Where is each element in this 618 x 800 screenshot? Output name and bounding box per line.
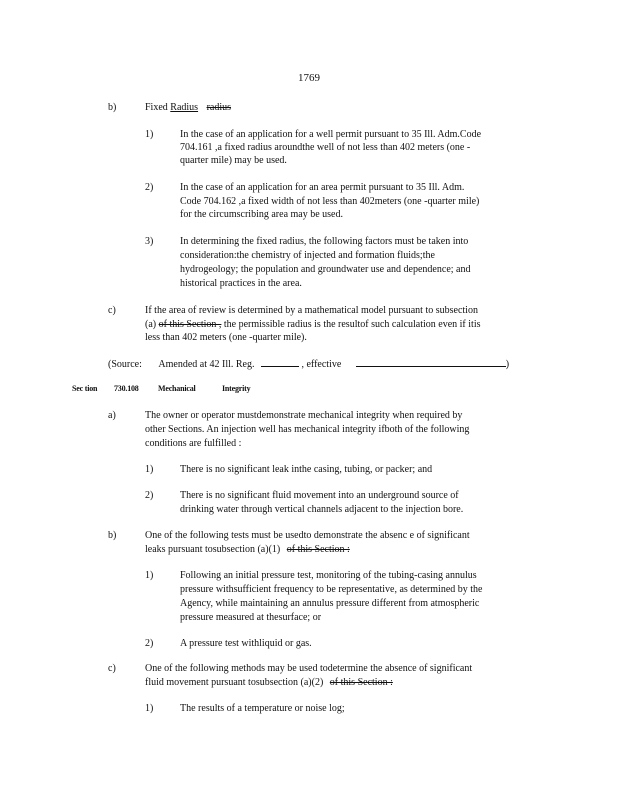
a1-line: There is no significant leak inthe casing, tubing, or packer; and xyxy=(180,464,433,475)
b2-2-line: A pressure test withliquid or gas. xyxy=(180,638,312,649)
b-title-prefix: Fixed xyxy=(145,102,168,113)
b2-num: 2) xyxy=(145,182,154,193)
a2-line: drinking water through vertical channels adjacent to the injection bore. xyxy=(180,504,464,515)
c-label: c) xyxy=(108,305,116,316)
effective-blank xyxy=(356,357,506,367)
b3-line: hydrogeology; the population and groundwater use and dependence; and xyxy=(180,264,471,275)
b-title xyxy=(145,101,231,114)
source-note xyxy=(108,357,509,371)
c-line: less than 402 meters (one -quarter mile). xyxy=(145,332,307,343)
b-line-part: leaks pursuant tosubsection (a)(1) xyxy=(145,544,281,555)
section-number: 730.108 xyxy=(114,384,139,393)
b-line: One of the following tests must be usedto demonstrate the absenc e of significant xyxy=(145,530,470,541)
a-label: a) xyxy=(108,410,116,421)
b2-line: Code 704.162 ,a fixed width of not less than 402meters (one -quarter mile) xyxy=(180,196,480,207)
b-label: b) xyxy=(108,102,117,113)
b1-num: 1) xyxy=(145,129,154,140)
b2-1-line: Following an initial pressure test, monitoring of the tubing-casing annulus xyxy=(180,570,477,581)
a-line: other Sections. An injection well has mechanical integrity ifboth of the following xyxy=(145,424,470,435)
b-line-struck: of this Section : xyxy=(286,544,350,555)
b3-line: historical practices in the area. xyxy=(180,278,302,289)
b2-1-line: pressure withsufficient frequency to be representative, as determined by the xyxy=(180,584,483,595)
c-line xyxy=(145,318,481,331)
a-line: conditions are fulfilled : xyxy=(145,438,242,449)
c-line xyxy=(145,676,393,689)
a-line: The owner or operator mustdemonstrate mechanical integrity when required by xyxy=(145,410,463,421)
a2-line: There is no significant fluid movement into an underground source of xyxy=(180,490,459,501)
b2-1-line: pressure measured at thesurface; or xyxy=(180,612,322,623)
b2-line: In the case of an application for an area permit pursuant to 35 Ill. Adm. xyxy=(180,182,465,193)
c-line-part: fluid movement pursuant tosubsection (a)(2) xyxy=(145,677,324,688)
b3-line: consideration:the chemistry of injected and formation fluids;the xyxy=(180,250,435,261)
c-line-part: the permissible radius is the resultof such calculation even if itis xyxy=(223,319,481,330)
c-line: One of the following methods may be used todetermine the absence of significant xyxy=(145,663,473,674)
c-line-part: (a) xyxy=(145,319,157,330)
c-line-struck: of this Section , xyxy=(158,319,222,330)
b2-2-num: 2) xyxy=(145,638,154,649)
section-title: Integrity xyxy=(222,384,251,393)
c2-1-num: 1) xyxy=(145,703,154,714)
b1-line: quarter mile) may be used. xyxy=(180,155,287,166)
b3-line: In determining the fixed radius, the following factors must be taken into xyxy=(180,236,469,247)
a1-num: 1) xyxy=(145,464,154,475)
c-line-struck: of this Section : xyxy=(329,677,393,688)
b-label: b) xyxy=(108,530,117,541)
b2-1-line: Agency, while maintaining an annulus pressure different from atmospheric xyxy=(180,598,480,609)
b-title-underlined: Radius xyxy=(170,102,199,113)
source-end: ) xyxy=(505,359,510,370)
b1-line: 704.161 ,a fixed radius aroundthe well of not less than 402 meters (one - xyxy=(180,142,471,153)
b2-1-num: 1) xyxy=(145,570,154,581)
reg-blank xyxy=(261,357,299,367)
section-title: Mechanical xyxy=(158,384,196,393)
source-effective: , effective xyxy=(301,359,342,370)
section-label: Sec tion xyxy=(72,384,98,393)
a2-num: 2) xyxy=(145,490,154,501)
b2-line: for the circumscribing area may be used. xyxy=(180,209,343,220)
page-number: 1769 xyxy=(298,72,320,84)
b3-num: 3) xyxy=(145,236,154,247)
c2-1-line: The results of a temperature or noise log; xyxy=(180,703,345,714)
b1-line: In the case of an application for a well permit pursuant to 35 Ill. Adm.Code xyxy=(180,129,482,140)
b-title-struck: radius xyxy=(206,102,232,113)
c-line: If the area of review is determined by a mathematical model pursuant to subsection xyxy=(145,305,478,316)
source-amended: Amended at 42 Ill. Reg. xyxy=(158,359,255,370)
source-prefix: (Source: xyxy=(108,359,142,370)
b-line xyxy=(145,543,350,556)
c-label: c) xyxy=(108,663,116,674)
